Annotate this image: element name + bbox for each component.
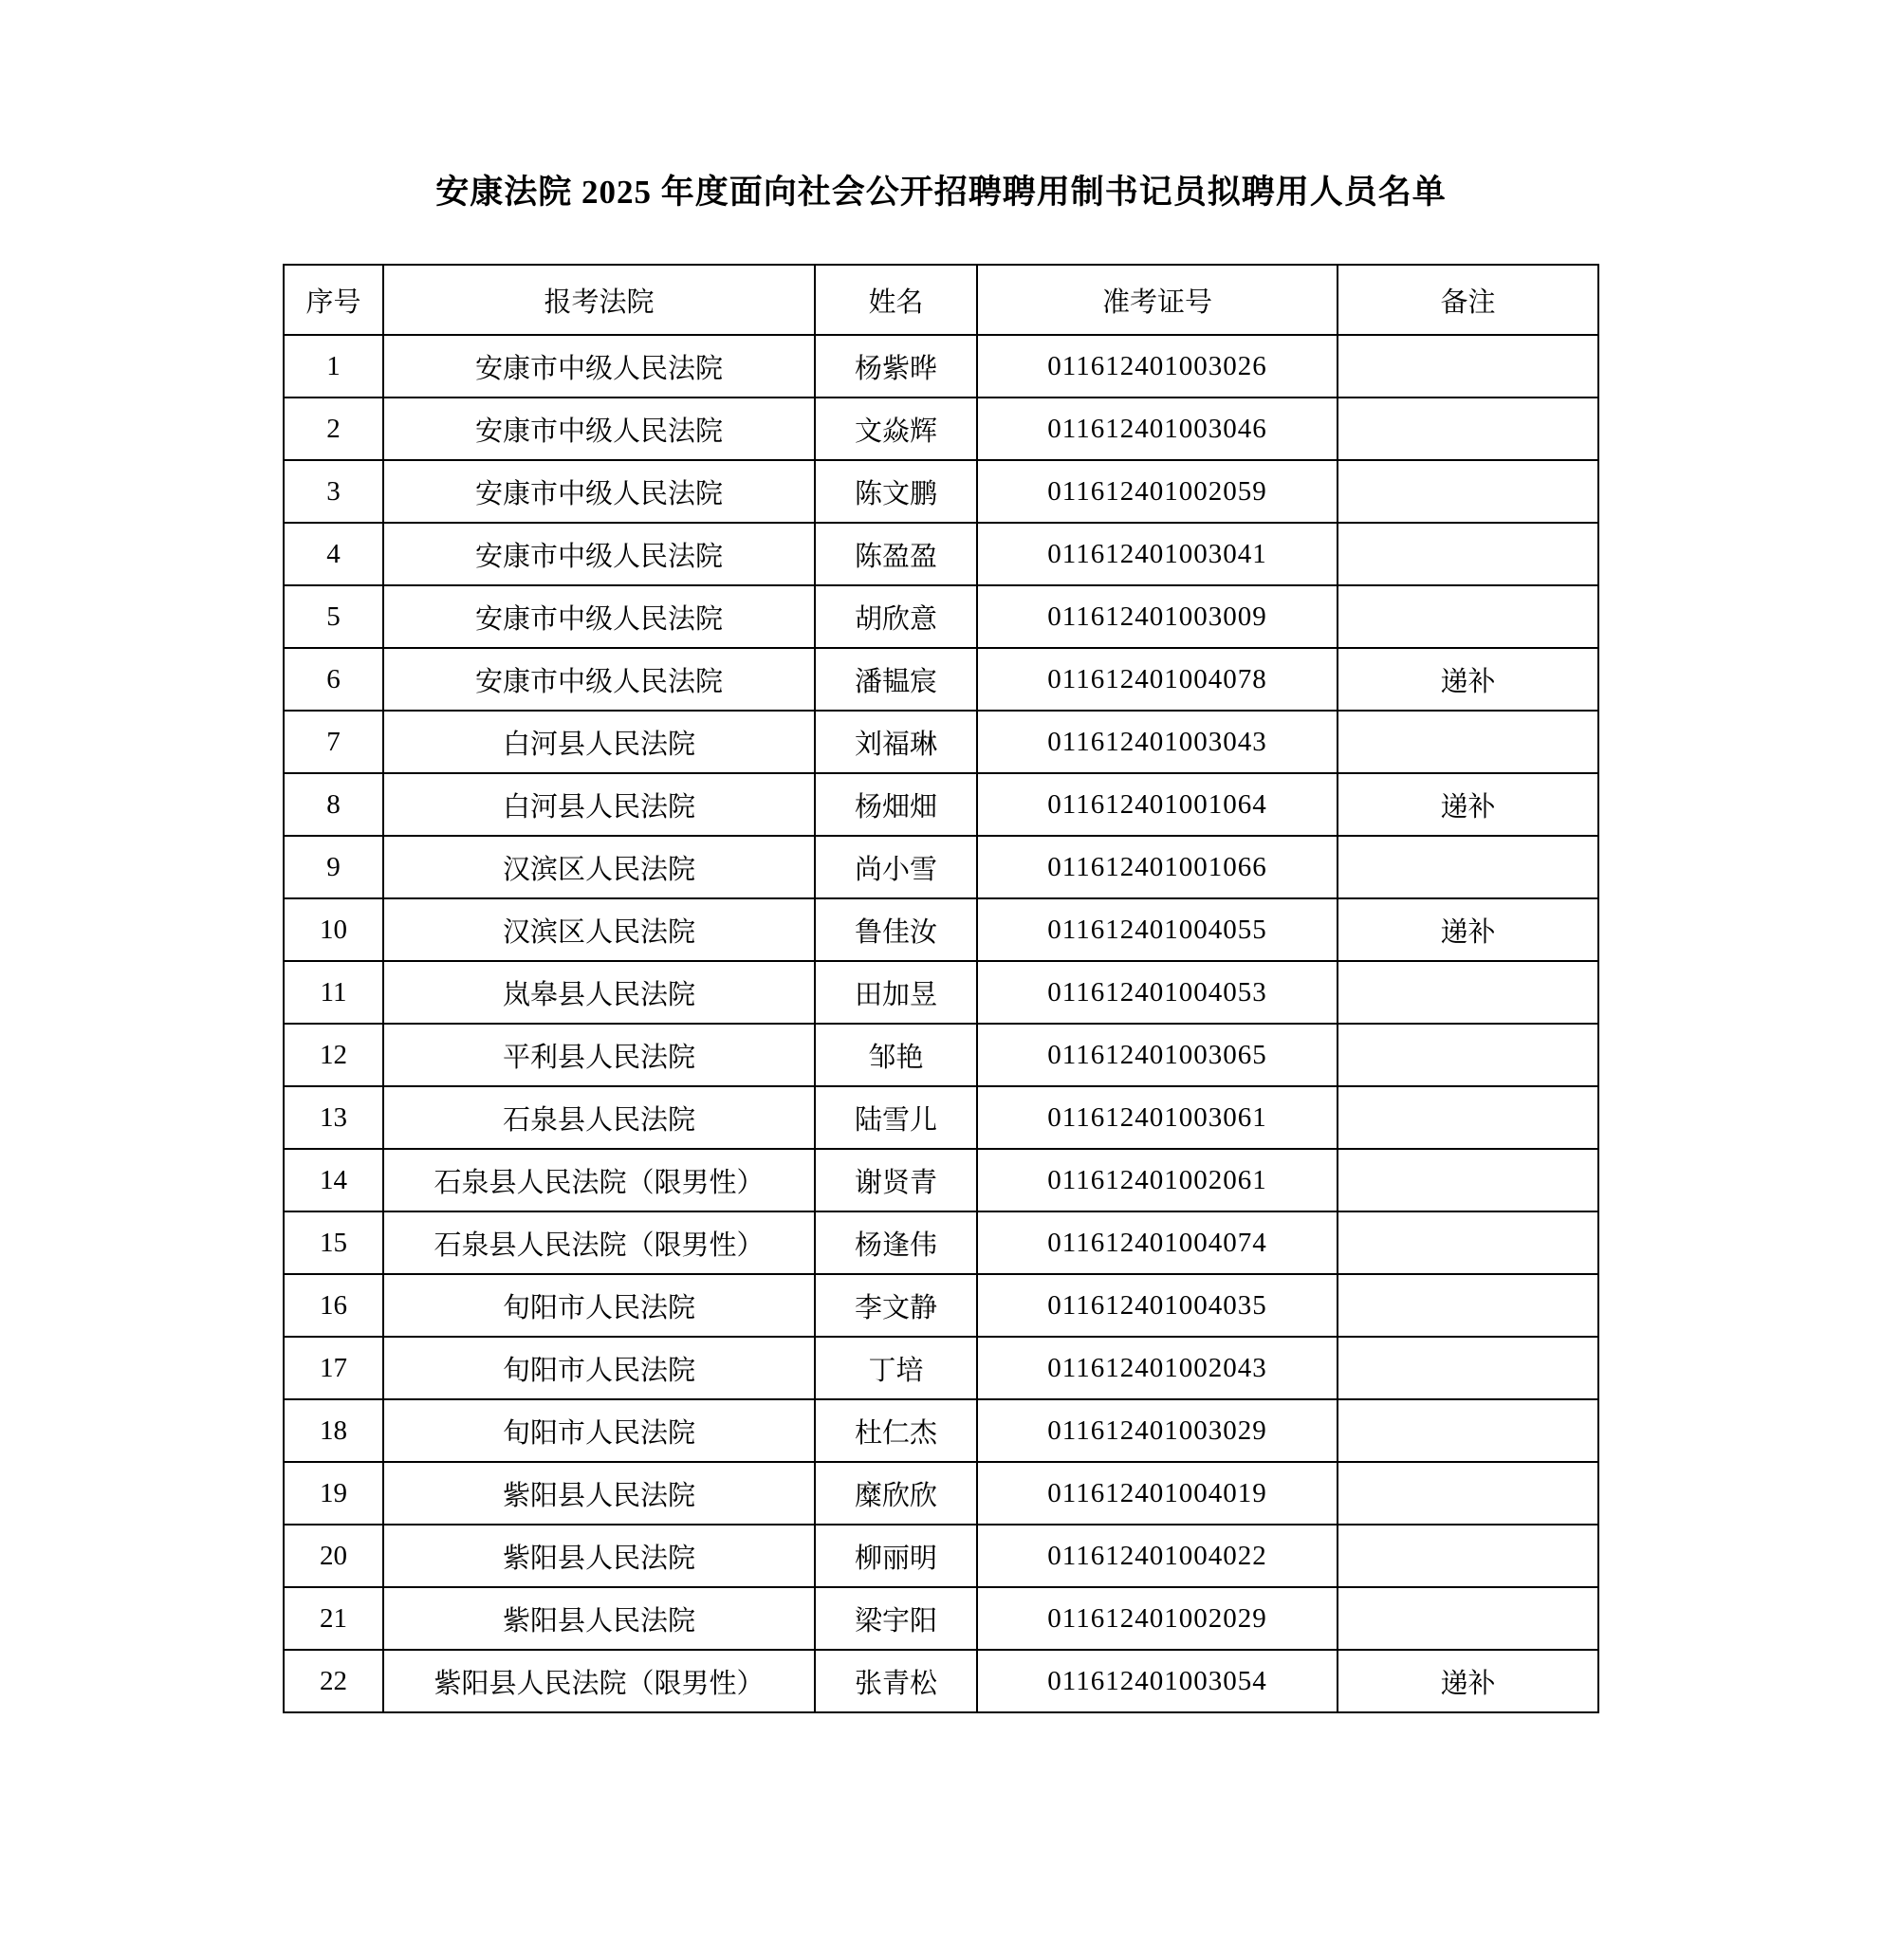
cell-index: 12	[284, 1024, 383, 1086]
cell-ticket: 011612401003065	[977, 1024, 1338, 1086]
cell-court: 紫阳县人民法院	[383, 1525, 815, 1587]
cell-index: 10	[284, 898, 383, 961]
cell-ticket: 011612401001066	[977, 836, 1338, 898]
table-row	[284, 711, 1598, 773]
column-header-court: 报考法院	[383, 265, 815, 335]
table-row	[284, 1587, 1598, 1650]
cell-court: 紫阳县人民法院（限男性）	[383, 1650, 815, 1712]
cell-remark	[1338, 1337, 1598, 1399]
table-row	[284, 1337, 1598, 1399]
cell-index: 11	[284, 961, 383, 1024]
table-row	[284, 1149, 1598, 1211]
cell-remark	[1338, 523, 1598, 585]
cell-ticket: 011612401003043	[977, 711, 1338, 773]
cell-ticket: 011612401003041	[977, 523, 1338, 585]
cell-name: 张青松	[815, 1650, 977, 1712]
cell-name: 丁培	[815, 1337, 977, 1399]
cell-remark	[1338, 1399, 1598, 1462]
table-row	[284, 773, 1598, 836]
table-header-row	[284, 265, 1598, 335]
cell-index: 17	[284, 1337, 383, 1399]
table-row	[284, 1211, 1598, 1274]
cell-index: 6	[284, 648, 383, 711]
cell-remark: 递补	[1338, 773, 1598, 836]
cell-remark	[1338, 460, 1598, 523]
cell-ticket: 011612401003061	[977, 1086, 1338, 1149]
cell-name: 潘韫宸	[815, 648, 977, 711]
cell-name: 田加昱	[815, 961, 977, 1024]
cell-remark	[1338, 1274, 1598, 1337]
cell-court: 紫阳县人民法院	[383, 1462, 815, 1525]
cell-index: 5	[284, 585, 383, 648]
cell-index: 3	[284, 460, 383, 523]
cell-remark	[1338, 961, 1598, 1024]
cell-remark	[1338, 1149, 1598, 1211]
cell-court: 安康市中级人民法院	[383, 335, 815, 398]
cell-ticket: 011612401003054	[977, 1650, 1338, 1712]
cell-ticket: 011612401004022	[977, 1525, 1338, 1587]
cell-index: 22	[284, 1650, 383, 1712]
hire-list-table	[283, 264, 1599, 1713]
cell-ticket: 011612401002043	[977, 1337, 1338, 1399]
table-row	[284, 648, 1598, 711]
cell-name: 杨逢伟	[815, 1211, 977, 1274]
cell-index: 7	[284, 711, 383, 773]
cell-ticket: 011612401002061	[977, 1149, 1338, 1211]
column-header-name: 姓名	[815, 265, 977, 335]
table-row	[284, 1462, 1598, 1525]
cell-name: 陆雪儿	[815, 1086, 977, 1149]
cell-name: 杜仁杰	[815, 1399, 977, 1462]
cell-court: 白河县人民法院	[383, 773, 815, 836]
table-row	[284, 1650, 1598, 1712]
cell-ticket: 011612401004053	[977, 961, 1338, 1024]
cell-remark	[1338, 1024, 1598, 1086]
cell-remark: 递补	[1338, 1650, 1598, 1712]
cell-index: 19	[284, 1462, 383, 1525]
column-header-index: 序号	[284, 265, 383, 335]
cell-court: 汉滨区人民法院	[383, 898, 815, 961]
cell-court: 旬阳市人民法院	[383, 1399, 815, 1462]
table-row	[284, 523, 1598, 585]
cell-remark	[1338, 398, 1598, 460]
cell-index: 13	[284, 1086, 383, 1149]
cell-index: 8	[284, 773, 383, 836]
cell-remark	[1338, 711, 1598, 773]
cell-remark	[1338, 1211, 1598, 1274]
cell-index: 4	[284, 523, 383, 585]
cell-court: 平利县人民法院	[383, 1024, 815, 1086]
cell-name: 杨畑畑	[815, 773, 977, 836]
cell-court: 安康市中级人民法院	[383, 398, 815, 460]
cell-name: 谢贤青	[815, 1149, 977, 1211]
cell-name: 胡欣意	[815, 585, 977, 648]
cell-ticket: 011612401004078	[977, 648, 1338, 711]
cell-remark	[1338, 585, 1598, 648]
page-title: 安康法院 2025 年度面向社会公开招聘聘用制书记员拟聘用人员名单	[435, 174, 1447, 211]
cell-court: 紫阳县人民法院	[383, 1587, 815, 1650]
cell-ticket: 011612401004055	[977, 898, 1338, 961]
table-row	[284, 398, 1598, 460]
cell-ticket: 011612401002029	[977, 1587, 1338, 1650]
cell-court: 安康市中级人民法院	[383, 460, 815, 523]
column-header-ticket: 准考证号	[977, 265, 1338, 335]
cell-remark	[1338, 836, 1598, 898]
cell-court: 石泉县人民法院（限男性）	[383, 1211, 815, 1274]
cell-ticket: 011612401002059	[977, 460, 1338, 523]
cell-court: 安康市中级人民法院	[383, 648, 815, 711]
table-row	[284, 961, 1598, 1024]
table-row	[284, 1086, 1598, 1149]
cell-index: 18	[284, 1399, 383, 1462]
cell-remark	[1338, 1587, 1598, 1650]
table-row	[284, 1525, 1598, 1587]
cell-remark	[1338, 1086, 1598, 1149]
cell-name: 杨紫晔	[815, 335, 977, 398]
table-row	[284, 585, 1598, 648]
cell-index: 16	[284, 1274, 383, 1337]
cell-ticket: 011612401003026	[977, 335, 1338, 398]
table-row	[284, 1024, 1598, 1086]
column-header-remark: 备注	[1338, 265, 1598, 335]
cell-ticket: 011612401003009	[977, 585, 1338, 648]
cell-ticket: 011612401003029	[977, 1399, 1338, 1462]
table-row	[284, 335, 1598, 398]
table-row	[284, 1399, 1598, 1462]
cell-court: 汉滨区人民法院	[383, 836, 815, 898]
cell-court: 石泉县人民法院	[383, 1086, 815, 1149]
cell-name: 李文静	[815, 1274, 977, 1337]
table-row	[284, 836, 1598, 898]
cell-ticket: 011612401004019	[977, 1462, 1338, 1525]
cell-remark	[1338, 1462, 1598, 1525]
cell-name: 陈文鹏	[815, 460, 977, 523]
cell-name: 柳丽明	[815, 1525, 977, 1587]
cell-ticket: 011612401004074	[977, 1211, 1338, 1274]
table-row	[284, 1274, 1598, 1337]
cell-remark	[1338, 1525, 1598, 1587]
cell-court: 旬阳市人民法院	[383, 1337, 815, 1399]
cell-court: 白河县人民法院	[383, 711, 815, 773]
cell-name: 尚小雪	[815, 836, 977, 898]
cell-remark	[1338, 335, 1598, 398]
table-row	[284, 898, 1598, 961]
table-body	[284, 335, 1598, 1712]
table-row	[284, 460, 1598, 523]
cell-index: 14	[284, 1149, 383, 1211]
cell-index: 20	[284, 1525, 383, 1587]
cell-remark: 递补	[1338, 648, 1598, 711]
cell-name: 邹艳	[815, 1024, 977, 1086]
cell-index: 15	[284, 1211, 383, 1274]
cell-ticket: 011612401003046	[977, 398, 1338, 460]
cell-name: 梁宇阳	[815, 1587, 977, 1650]
cell-court: 安康市中级人民法院	[383, 523, 815, 585]
cell-index: 9	[284, 836, 383, 898]
cell-court: 安康市中级人民法院	[383, 585, 815, 648]
cell-name: 糜欣欣	[815, 1462, 977, 1525]
cell-court: 岚皋县人民法院	[383, 961, 815, 1024]
cell-ticket: 011612401001064	[977, 773, 1338, 836]
cell-name: 鲁佳汝	[815, 898, 977, 961]
cell-court: 旬阳市人民法院	[383, 1274, 815, 1337]
cell-ticket: 011612401004035	[977, 1274, 1338, 1337]
cell-remark: 递补	[1338, 898, 1598, 961]
cell-court: 石泉县人民法院（限男性）	[383, 1149, 815, 1211]
cell-index: 1	[284, 335, 383, 398]
cell-name: 文焱辉	[815, 398, 977, 460]
cell-name: 刘福琳	[815, 711, 977, 773]
cell-index: 21	[284, 1587, 383, 1650]
cell-index: 2	[284, 398, 383, 460]
cell-name: 陈盈盈	[815, 523, 977, 585]
